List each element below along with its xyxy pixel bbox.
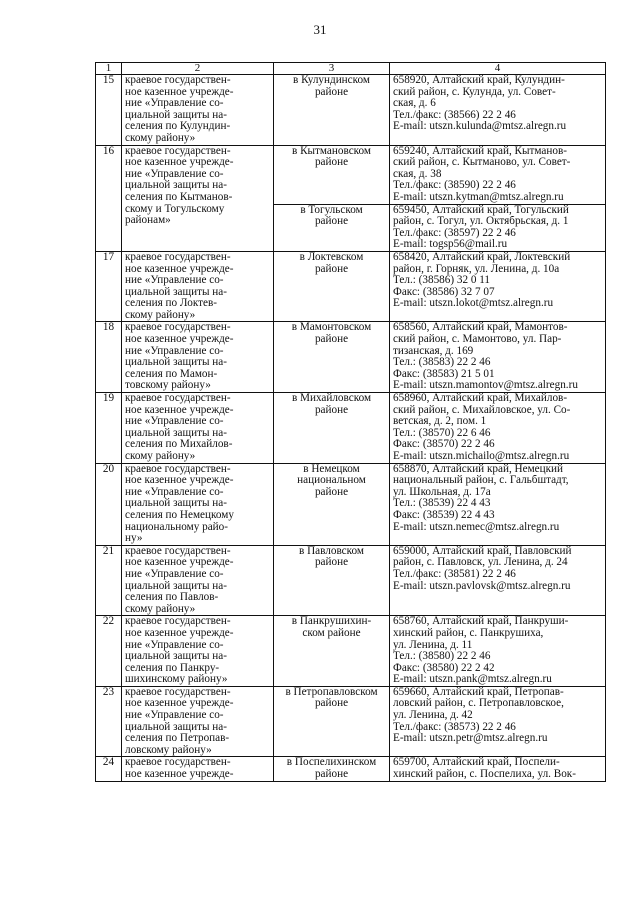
text-line: ное казенное учрежде-	[125, 627, 234, 639]
text-line: краевое государствен-	[125, 463, 231, 475]
text-line: E-mail: togsp56@mail.ru	[393, 239, 508, 251]
text-line: ский район, с. Михайловское, ул. Со-	[393, 404, 571, 416]
text-line: ное казенное учрежде-	[125, 86, 234, 98]
district-cell	[274, 204, 390, 251]
text-line: ский район, с. Кытманово, ул. Совет-	[393, 157, 571, 169]
text-line: скому району»	[125, 603, 196, 615]
district-cell	[274, 757, 390, 781]
district-cell	[274, 251, 390, 322]
district-cell	[274, 463, 390, 545]
text-line: циальной защиты на-	[125, 180, 227, 192]
text-line: ская, д. 38	[393, 168, 442, 180]
text-line: E-mail: utszn.michailo@mtsz.alregn.ru	[393, 451, 570, 462]
text-line: Тел.: (38583) 22 2 46	[393, 357, 491, 369]
text-line: в Поспелихинском	[286, 757, 377, 769]
text-line: 658560, Алтайский край, Мамонтов-	[393, 322, 568, 334]
table-row	[96, 322, 606, 393]
text-line: район, с. Павловск, ул. Ленина, д. 24	[393, 557, 568, 569]
table-header-row	[96, 63, 606, 75]
text-line: Тел./факс: (38581) 22 2 46	[393, 568, 516, 580]
text-line: в Немецком	[303, 463, 360, 475]
address-cell	[390, 75, 606, 146]
text-line: селения по Мамон-	[125, 368, 218, 380]
institution-name	[122, 75, 274, 146]
text-line: районе	[314, 263, 349, 275]
text-line: в Кулундинском	[293, 75, 370, 86]
text-line: район, с. Тогул, ул. Октябрьская, д. 1	[393, 216, 569, 228]
text-line: ное казенное учрежде-	[125, 769, 234, 781]
text-line: районе	[314, 86, 349, 98]
text-line: ловскому району»	[125, 744, 212, 756]
text-line: ул. Школьная, д. 17а	[393, 486, 491, 498]
column-header: 3	[274, 63, 390, 75]
text-line: ное казенное учрежде-	[125, 157, 234, 169]
text-line: ние «Управление со-	[125, 275, 224, 287]
text-line: ул. Ленина, д. 11	[393, 639, 473, 651]
text-line: краевое государствен-	[125, 75, 231, 86]
district-cell	[274, 145, 390, 204]
row-number: 23	[96, 686, 122, 757]
text-line: циальной защиты на-	[125, 580, 227, 592]
text-line: циальной защиты на-	[125, 357, 227, 369]
text-line: скому району»	[125, 451, 196, 462]
text-line: ное казенное учрежде-	[125, 404, 234, 416]
text-line: национальном	[297, 475, 366, 487]
text-line: селения по Панкру-	[125, 662, 220, 674]
row-number: 19	[96, 393, 122, 464]
row-number: 16	[96, 145, 122, 251]
district-cell	[274, 616, 390, 687]
text-line: товскому району»	[125, 380, 211, 392]
text-line: национальный район, с. Гальбштадт,	[393, 475, 569, 487]
text-line: хинский район, с. Панкрушиха,	[393, 627, 544, 639]
text-line: в Мамонтовском	[291, 322, 372, 334]
institution-name	[122, 251, 274, 322]
text-line: селения по Михайлов-	[125, 439, 233, 451]
text-line: E-mail: utszn.pank@mtsz.alregn.ru	[393, 674, 552, 686]
text-line: в Михайловском	[291, 393, 372, 405]
text-line: Тел.: (38539) 22 4 43	[393, 498, 491, 510]
text-line: краевое государствен-	[125, 251, 231, 263]
text-line: циальной защиты на-	[125, 427, 227, 439]
text-line: районе	[314, 769, 349, 781]
text-line: ное казенное учрежде-	[125, 557, 234, 569]
text-line: ветская, д. 2, пом. 1	[393, 416, 487, 428]
text-line: ну»	[125, 533, 143, 545]
text-line: ное казенное учрежде-	[125, 263, 234, 275]
text-line: E-mail: utszn.pavlovsk@mtsz.alregn.ru	[393, 580, 571, 592]
address-cell	[390, 616, 606, 687]
institution-name	[122, 686, 274, 757]
text-line: E-mail: utszn.nemec@mtsz.alregn.ru	[393, 521, 560, 533]
text-line: в Петропавловском	[285, 686, 378, 698]
text-line: ное казенное учрежде-	[125, 334, 234, 346]
district-cell	[274, 322, 390, 393]
text-line: скому району»	[125, 309, 196, 321]
text-line: районе	[314, 404, 349, 416]
text-line: ский район, с. Кулунда, ул. Совет-	[393, 86, 556, 98]
address-cell	[390, 204, 606, 251]
text-line: Тел./факс: (38566) 22 2 46	[393, 109, 516, 121]
district-cell	[274, 545, 390, 616]
text-line: район, г. Горняк, ул. Ленина, д. 10а	[393, 263, 560, 275]
table-row	[96, 463, 606, 545]
text-line: хинский район, с. Поспелиха, ул. Вок-	[393, 769, 576, 781]
text-line: тизанская, д. 169	[393, 345, 474, 357]
text-line: ние «Управление со-	[125, 168, 224, 180]
text-line: 659450, Алтайский край, Тогульский	[393, 204, 569, 216]
text-line: скому и Тогульскому	[125, 203, 225, 215]
text-line: в Кытмановском	[291, 145, 371, 157]
institutions-table	[95, 62, 606, 782]
text-line: ском районе	[302, 627, 361, 639]
text-line: районе	[314, 157, 349, 169]
text-line: Тел.: (38586) 32 0 11	[393, 275, 491, 287]
text-line: 658870, Алтайский край, Немецкий	[393, 463, 564, 475]
text-line: Тел.: (38570) 22 6 46	[393, 427, 491, 439]
text-line: Тел./факс: (38597) 22 2 46	[393, 227, 516, 239]
text-line: Факс: (38583) 21 5 01	[393, 368, 495, 380]
address-cell	[390, 757, 606, 781]
text-line: краевое государствен-	[125, 322, 231, 334]
text-line: циальной защиты на-	[125, 498, 227, 510]
text-line: Тел.: (38580) 22 2 46	[393, 651, 491, 663]
text-line: ное казенное учрежде-	[125, 698, 234, 710]
text-line: ловский район, с. Петропавловское,	[393, 698, 564, 710]
text-line: национальному райо-	[125, 521, 228, 533]
text-line: E-mail: utszn.kulunda@mtsz.alregn.ru	[393, 121, 567, 133]
text-line: ние «Управление со-	[125, 345, 224, 357]
column-header: 4	[390, 63, 606, 75]
text-line: районам»	[125, 215, 171, 227]
text-line: скому району»	[125, 132, 196, 144]
text-line: ние «Управление со-	[125, 486, 224, 498]
address-cell	[390, 251, 606, 322]
text-line: краевое государствен-	[125, 545, 231, 557]
table-row	[96, 757, 606, 781]
institution-name	[122, 145, 274, 251]
text-line: ский район, с. Мамонтово, ул. Пар-	[393, 334, 562, 346]
institution-name	[122, 616, 274, 687]
text-line: краевое государствен-	[125, 393, 231, 405]
institution-name	[122, 757, 274, 781]
table-row	[96, 393, 606, 464]
text-line: ние «Управление со-	[125, 639, 224, 651]
table-row	[96, 75, 606, 146]
text-line: селения по Петропав-	[125, 733, 230, 745]
district-cell	[274, 686, 390, 757]
text-line: циальной защиты на-	[125, 109, 227, 121]
address-cell	[390, 393, 606, 464]
text-line: районе	[314, 698, 349, 710]
row-number: 18	[96, 322, 122, 393]
address-cell	[390, 686, 606, 757]
column-header: 1	[96, 63, 122, 75]
text-line: районе	[314, 334, 349, 346]
text-line: ская, д. 6	[393, 98, 436, 110]
district-cell	[274, 393, 390, 464]
table-row	[96, 545, 606, 616]
text-line: Тел./факс: (38590) 22 2 46	[393, 180, 516, 192]
text-line: районе	[314, 486, 349, 498]
text-line: циальной защиты на-	[125, 721, 227, 733]
text-line: ул. Ленина, д. 42	[393, 710, 473, 722]
text-line: краевое государствен-	[125, 686, 231, 698]
page-number: 31	[313, 22, 327, 37]
text-line: 658760, Алтайский край, Панкруши-	[393, 616, 569, 628]
text-line: селения по Павлов-	[125, 592, 219, 604]
text-line: Факс: (38586) 32 7 07	[393, 286, 495, 298]
text-line: E-mail: utszn.petr@mtsz.alregn.ru	[393, 733, 548, 745]
text-line: селения по Немецкому	[125, 509, 234, 521]
text-line: Факс: (38539) 22 4 43	[393, 509, 495, 521]
text-line: селения по Локтев-	[125, 298, 217, 310]
text-line: районе	[314, 557, 349, 569]
column-header: 2	[122, 63, 274, 75]
text-line: E-mail: utszn.mamontov@mtsz.alregn.ru	[393, 380, 578, 392]
text-line: селения по Кытманов-	[125, 191, 233, 203]
text-line: ние «Управление со-	[125, 568, 224, 580]
table-row	[96, 616, 606, 687]
text-line: в Тогульском	[300, 204, 363, 216]
text-line: Тел./факс: (38573) 22 2 46	[393, 721, 516, 733]
text-line: ние «Управление со-	[125, 98, 224, 110]
district-cell	[274, 75, 390, 146]
text-line: Факс: (38580) 22 2 42	[393, 662, 495, 674]
text-line: 659000, Алтайский край, Павловский	[393, 545, 572, 557]
text-line: шихинскому району»	[125, 674, 228, 686]
row-number: 21	[96, 545, 122, 616]
institution-name	[122, 463, 274, 545]
row-number: 22	[96, 616, 122, 687]
row-number: 15	[96, 75, 122, 146]
row-number: 17	[96, 251, 122, 322]
text-line: циальной защиты на-	[125, 651, 227, 663]
address-cell	[390, 322, 606, 393]
text-line: 658960, Алтайский край, Михайлов-	[393, 393, 568, 405]
table-row	[96, 145, 606, 204]
text-line: 658420, Алтайский край, Локтевский	[393, 251, 571, 263]
address-cell	[390, 145, 606, 204]
text-line: краевое государствен-	[125, 757, 231, 769]
address-cell	[390, 545, 606, 616]
text-line: Факс: (38570) 22 2 46	[393, 439, 495, 451]
text-line: 659240, Алтайский край, Кытманов-	[393, 145, 567, 157]
text-line: краевое государствен-	[125, 616, 231, 628]
text-line: E-mail: utszn.lokot@mtsz.alregn.ru	[393, 298, 554, 310]
text-line: в Локтевском	[299, 251, 364, 263]
institution-name	[122, 393, 274, 464]
text-line: циальной защиты на-	[125, 286, 227, 298]
text-line: ное казенное учрежде-	[125, 475, 234, 487]
text-line: E-mail: utszn.kytman@mtsz.alregn.ru	[393, 191, 564, 203]
text-line: 658920, Алтайский край, Кулундин-	[393, 75, 565, 86]
table-row	[96, 251, 606, 322]
row-number: 20	[96, 463, 122, 545]
row-number: 24	[96, 757, 122, 781]
text-line: в Панкрушихин-	[291, 616, 372, 628]
table-row	[96, 686, 606, 757]
text-line: селения по Кулундин-	[125, 121, 231, 133]
text-line: 659700, Алтайский край, Поспели-	[393, 757, 560, 769]
address-cell	[390, 463, 606, 545]
institution-name	[122, 545, 274, 616]
text-line: краевое государствен-	[125, 145, 231, 157]
institution-name	[122, 322, 274, 393]
text-line: в Павловском	[299, 545, 364, 557]
text-line: 659660, Алтайский край, Петропав-	[393, 686, 564, 698]
text-line: ние «Управление со-	[125, 416, 224, 428]
text-line: районе	[314, 216, 349, 228]
text-line: ние «Управление со-	[125, 710, 224, 722]
